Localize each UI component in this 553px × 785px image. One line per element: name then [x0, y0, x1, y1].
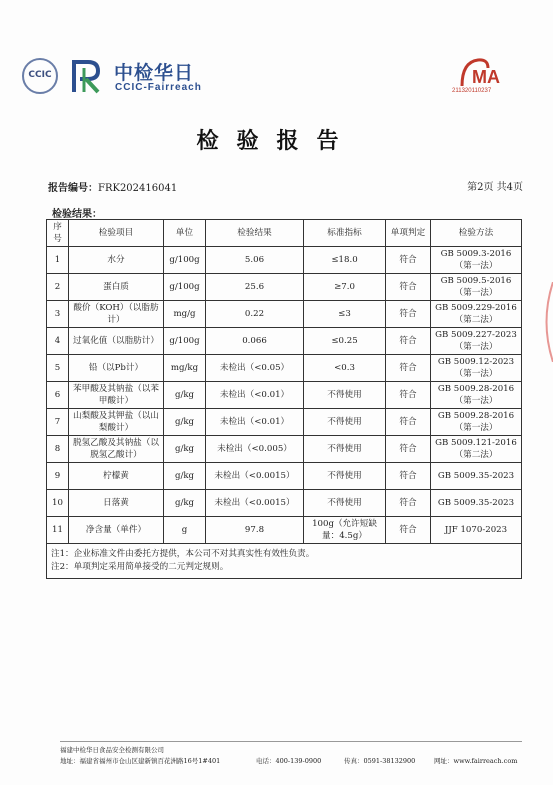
notes-row: [47, 544, 522, 579]
judgement: 符合: [386, 490, 431, 517]
test-item: 铅（以Pb计）: [69, 355, 164, 382]
test-item: 柠檬黄: [69, 463, 164, 490]
judgement: 符合: [386, 517, 431, 544]
test-method: GB 5009.227-2023（第一法）: [431, 328, 522, 355]
ccic-logo-text: CCIC: [28, 70, 52, 80]
page-info: 第2页 共4页: [467, 182, 523, 193]
table-row: [47, 409, 522, 436]
standard-limit: 100g（允许短缺量：4.5g）: [304, 517, 386, 544]
seal-edge-icon: [538, 282, 553, 362]
test-method: GB 5009.35-2023: [431, 490, 522, 517]
table-row: [47, 355, 522, 382]
test-result: 25.6: [206, 274, 304, 301]
footer-phone: 电话：400-139-0900: [256, 757, 322, 765]
test-item: 山梨酸及其钾盐（以山梨酸计）: [69, 409, 164, 436]
judgement: 符合: [386, 301, 431, 328]
judgement: 符合: [386, 247, 431, 274]
row-number: 3: [47, 301, 69, 328]
table-row: [47, 328, 522, 355]
unit: g/kg: [164, 436, 206, 463]
table-row: [47, 247, 522, 274]
row-number: 10: [47, 490, 69, 517]
unit: g/100g: [164, 247, 206, 274]
standard-limit: <0.3: [304, 355, 386, 382]
header-item: 检验项目: [69, 220, 164, 247]
test-result: 未检出（<0.05）: [206, 355, 304, 382]
header-method: 检验方法: [431, 220, 522, 247]
header-judgement: 单项判定: [386, 220, 431, 247]
report-number-value: FRK202416041: [98, 183, 178, 194]
row-number: 1: [47, 247, 69, 274]
cma-mark-text: MA: [472, 67, 500, 87]
cma-number: 211320110237: [452, 88, 492, 94]
test-method: GB 5009.5-2016（第一法）: [431, 274, 522, 301]
judgement: 符合: [386, 436, 431, 463]
table-row: [47, 490, 522, 517]
test-result: 0.22: [206, 301, 304, 328]
test-method: GB 5009.121-2016（第二法）: [431, 436, 522, 463]
unit: g/100g: [164, 328, 206, 355]
test-item: 净含量（单件）: [69, 517, 164, 544]
note-2: 注2：单项判定采用简单接受的二元判定规则。: [51, 562, 229, 572]
row-number: 4: [47, 328, 69, 355]
unit: g/kg: [164, 382, 206, 409]
standard-limit: 不得使用: [304, 463, 386, 490]
standard-limit: ≤18.0: [304, 247, 386, 274]
footer-divider: [60, 741, 522, 742]
unit: g/kg: [164, 463, 206, 490]
brand-name-cn: 中检华日: [114, 62, 195, 84]
table-row: [47, 436, 522, 463]
standard-limit: ≤0.25: [304, 328, 386, 355]
test-method: GB 5009.28-2016（第一法）: [431, 382, 522, 409]
unit: g/100g: [164, 274, 206, 301]
table-header-row: [47, 220, 522, 247]
test-method: JJF 1070-2023: [431, 517, 522, 544]
row-number: 8: [47, 436, 69, 463]
report-number-label: 报告编号：: [48, 183, 98, 194]
judgement: 符合: [386, 274, 431, 301]
header-no: 序号: [47, 220, 69, 247]
test-method: GB 5009.35-2023: [431, 463, 522, 490]
row-number: 11: [47, 517, 69, 544]
test-item: 过氧化值（以脂肪计）: [69, 328, 164, 355]
cma-certification-mark: [458, 56, 510, 90]
footer-website: 网址：www.fairreach.com: [434, 757, 518, 765]
test-result: 未检出（<0.01）: [206, 382, 304, 409]
standard-limit: ≤3: [304, 301, 386, 328]
test-result: 未检出（<0.005）: [206, 436, 304, 463]
test-result: 0.066: [206, 328, 304, 355]
row-number: 6: [47, 382, 69, 409]
footer-fax: 传真：0591-38132900: [344, 757, 416, 765]
report-number: [48, 179, 177, 194]
table-row: [47, 463, 522, 490]
standard-limit: 不得使用: [304, 382, 386, 409]
test-item: 水分: [69, 247, 164, 274]
test-method: GB 5009.28-2016（第一法）: [431, 409, 522, 436]
test-item: 脱氢乙酸及其钠盐（以脱氢乙酸计）: [69, 436, 164, 463]
footer-address: 地址：福建省福州市仓山区建新镇百花洲路16号1#401: [60, 757, 221, 765]
standard-limit: 不得使用: [304, 409, 386, 436]
fairreach-logo-icon: [70, 58, 108, 94]
test-method: GB 5009.229-2016（第二法）: [431, 301, 522, 328]
test-result: 未检出（<0.01）: [206, 409, 304, 436]
standard-limit: ≥7.0: [304, 274, 386, 301]
brand-name-en: CCIC-Fairreach: [115, 82, 202, 93]
test-method: GB 5009.3-2016（第一法）: [431, 247, 522, 274]
page-title: 检验报告: [196, 129, 357, 154]
test-method: GB 5009.12-2023（第一法）: [431, 355, 522, 382]
unit: g/kg: [164, 409, 206, 436]
judgement: 符合: [386, 463, 431, 490]
test-result: 5.06: [206, 247, 304, 274]
table-notes: [47, 544, 522, 579]
row-number: 9: [47, 463, 69, 490]
test-result: 97.8: [206, 517, 304, 544]
ccic-logo: [22, 58, 58, 94]
test-result: 未检出（<0.0015）: [206, 463, 304, 490]
standard-limit: 不得使用: [304, 490, 386, 517]
test-item: 日落黄: [69, 490, 164, 517]
test-item: 蛋白质: [69, 274, 164, 301]
table-row: [47, 301, 522, 328]
results-table: [46, 219, 522, 579]
note-1: 注1：企业标准文件由委托方提供，本公司不对其真实性有效性负责。: [51, 549, 315, 559]
unit: g: [164, 517, 206, 544]
unit: mg/kg: [164, 355, 206, 382]
row-number: 7: [47, 409, 69, 436]
judgement: 符合: [386, 328, 431, 355]
table-row: [47, 517, 522, 544]
judgement: 符合: [386, 409, 431, 436]
header-standard: 标准指标: [304, 220, 386, 247]
header-result: 检验结果: [206, 220, 304, 247]
table-row: [47, 274, 522, 301]
footer-company: 福建中检华日食品安全检测有限公司: [60, 746, 164, 754]
table-row: [47, 382, 522, 409]
unit: g/kg: [164, 490, 206, 517]
row-number: 2: [47, 274, 69, 301]
test-item: 酸价（KOH）（以脂肪计）: [69, 301, 164, 328]
judgement: 符合: [386, 382, 431, 409]
unit: mg/g: [164, 301, 206, 328]
standard-limit: 不得使用: [304, 436, 386, 463]
judgement: 符合: [386, 355, 431, 382]
header-unit: 单位: [164, 220, 206, 247]
row-number: 5: [47, 355, 69, 382]
test-item: 苯甲酸及其钠盐（以苯甲酸计）: [69, 382, 164, 409]
section-title: 检验结果：: [52, 209, 102, 220]
test-result: 未检出（<0.0015）: [206, 490, 304, 517]
